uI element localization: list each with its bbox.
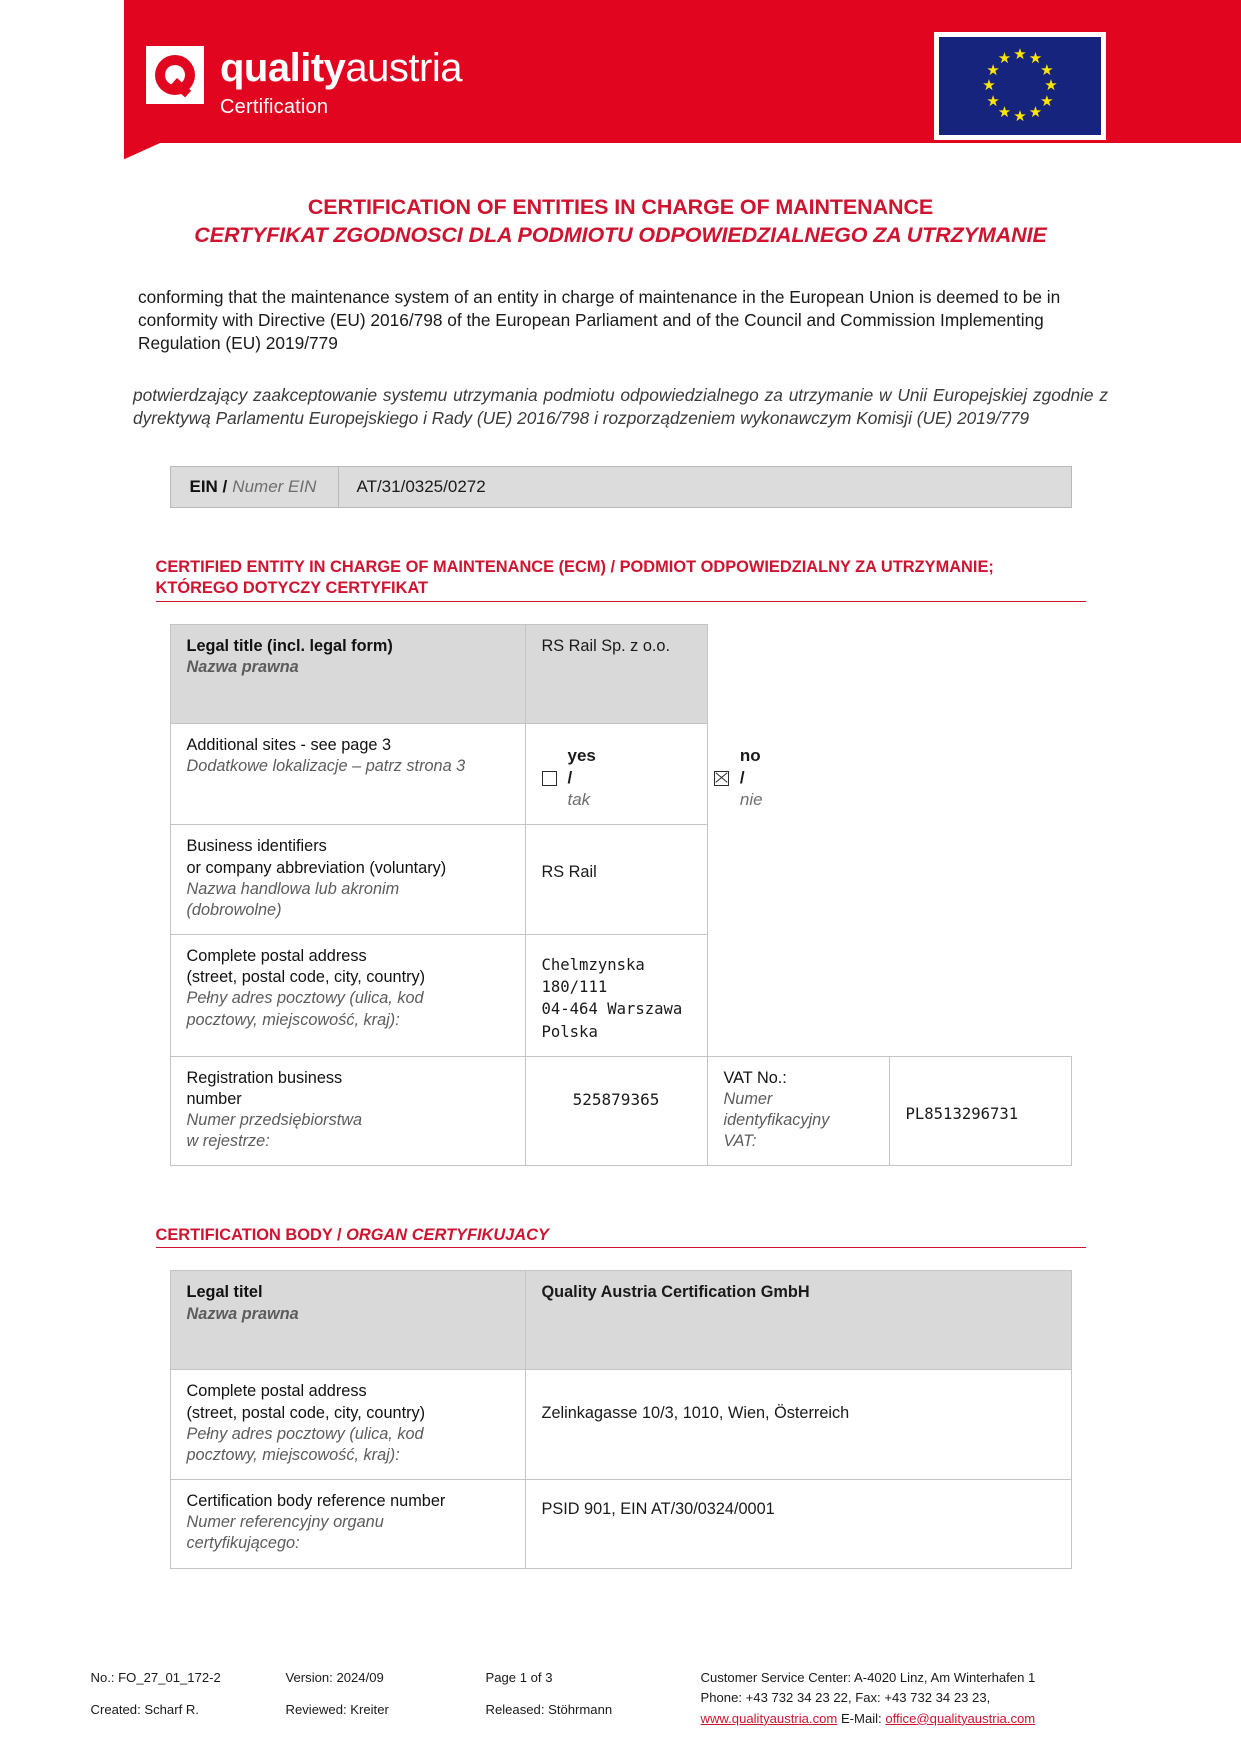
legal-title-label-english: Legal title (incl. legal form) [186, 637, 393, 656]
postal-address-label-polish-1: Pełny adres pocztowy (ulica, kod [186, 989, 424, 1008]
intro-paragraph-polish: potwierdzający zaakceptowanie systemu utrzymania podmiotu odpowiedzialnego za utrzymanie w Unii Europejskiej zgodnie z dyrektywą Parlamentu Europejskiego i Rady (UE) 2016/798 i rozporządzeniem wykonawczym Komisji (UE) 2019/779 [133, 385, 1108, 429]
ein-value: AT/31/0325/0272 [356, 477, 486, 497]
footer-column-document [91, 1668, 286, 1729]
eu-star-icon: ★ [997, 103, 1012, 121]
footer-version: Version: 2024/09 [285, 1670, 384, 1686]
footer-doc-no: No.: FO_27_01_172-2 [90, 1670, 221, 1686]
checkbox-no[interactable] [714, 771, 729, 786]
cb-postal-address-label-english-2: (street, postal code, city, country) [186, 1403, 426, 1422]
logo-subtitle: Certification [220, 96, 329, 118]
ein-label-english: EIN / [189, 477, 228, 497]
header-left-white-margin [0, 0, 124, 172]
eu-star-icon: ★ [1044, 77, 1058, 94]
eu-star-icon: ★ [1040, 61, 1054, 79]
postal-address-value-line1: Chelmzynska 180/111 [541, 956, 645, 997]
logo-brand-light: austria [345, 46, 462, 90]
postal-address-label-cell [170, 935, 525, 1057]
certification-body-heading-english: CERTIFICATION BODY / [155, 1226, 347, 1245]
cb-reference-value: PSID 901, EIN AT/30/0324/0001 [541, 1500, 775, 1519]
ein-label [171, 467, 339, 507]
checkbox-no-label-polish: nie [739, 790, 763, 810]
legal-title-label-polish: Nazwa prawna [186, 658, 299, 677]
checkbox-yes-label [568, 745, 596, 811]
intro-paragraph-english: conforming that the maintenance system of an entity in charge of maintenance in the European Union is deemed to be in conformity with Directive (EU) 2016/798 of the European Parliament and of the Council and Commission Implementing Regulation (EU) 2019/779 [138, 287, 1061, 353]
cb-reference-label-polish-2: certyfikującego: [186, 1534, 300, 1553]
footer-page-number: Page 1 of 3 [485, 1670, 553, 1686]
postal-address-value-line3: Polska [541, 1022, 598, 1041]
cb-legal-title-value: Quality Austria Certification GmbH [541, 1283, 810, 1302]
footer-email-label: E-Mail: [837, 1710, 886, 1726]
quality-austria-q-logo-icon [146, 46, 204, 104]
cb-postal-address-value: Zelinkagasse 10/3, 1010, Wien, Österreich [541, 1404, 850, 1423]
cb-postal-address-value-cell [525, 1370, 1071, 1480]
postal-address-value-line2: 04-464 Warszawa [541, 1000, 683, 1019]
postal-address-label-english-1: Complete postal address [186, 947, 367, 966]
footer-contact-address: Customer Service Center: A-4020 Linz, Am Winterhafen 1 [700, 1670, 1036, 1686]
footer-contact-links [701, 1709, 1151, 1729]
legal-title-value: RS Rail Sp. z o.o. [541, 637, 670, 656]
logo-brand-bold: quality [220, 46, 346, 90]
eu-star-icon: ★ [997, 50, 1012, 68]
cb-legal-title-label-english: Legal titel [186, 1283, 263, 1302]
footer-column-contact [701, 1668, 1151, 1729]
footer-created-by: Created: Scharf R. [90, 1702, 199, 1718]
registration-label-polish-2: w rejestrze: [186, 1132, 270, 1151]
table-row-cb-postal-address [170, 1370, 1071, 1480]
postal-address-label-polish-2: pocztowy, miejscowość, kraj): [186, 1010, 400, 1029]
vat-label-english: VAT No.: [723, 1068, 787, 1087]
postal-address-label-english-2: (street, postal code, city, country) [186, 968, 426, 987]
business-identifiers-value: RS Rail [541, 863, 597, 882]
registration-number-value: 525879365 [572, 1089, 660, 1109]
eu-star-icon: ★ [1013, 108, 1027, 125]
registration-value-cell [525, 1056, 707, 1166]
registration-label-cell [170, 1056, 525, 1166]
cb-postal-address-label-cell [170, 1370, 525, 1480]
ecm-section-heading [156, 557, 1086, 602]
registration-label-english-2: number [186, 1089, 242, 1108]
registration-label-polish-1: Numer przedsiębiorstwa [186, 1111, 363, 1130]
page-title-english: CERTIFICATION OF ENTITIES IN CHARGE OF MAINTENANCE [307, 195, 934, 219]
eu-star-icon: ★ [1028, 103, 1043, 121]
page-header [0, 0, 1241, 172]
eu-star-icon: ★ [986, 92, 1000, 110]
document-title [0, 195, 1241, 248]
cb-reference-label-cell [170, 1480, 525, 1569]
footer-column-version [286, 1668, 486, 1729]
business-identifiers-value-cell [525, 825, 707, 935]
checkbox-yes-label-polish: tak [567, 790, 591, 810]
cb-reference-value-cell [525, 1480, 1071, 1569]
additional-sites-label-english: Additional sites - see page 3 [186, 736, 392, 755]
vat-number-value: PL8513296731 [905, 1104, 1019, 1123]
cb-legal-title-label-cell [170, 1271, 525, 1370]
cb-reference-label-english: Certification body reference number [186, 1492, 446, 1511]
legal-title-label-cell [170, 625, 525, 724]
footer-released-by: Released: Stöhrmann [485, 1702, 613, 1718]
ecm-section-heading-line1: CERTIFIED ENTITY IN CHARGE OF MAINTENANCE (ECM) / PODMIOT ODPOWIEDZIALNY ZA UTRZYMANIE; [155, 558, 994, 577]
footer-contact-phone: Phone: +43 732 34 23 22, Fax: +43 732 34 23 23, [700, 1690, 991, 1706]
checkbox-yes[interactable] [542, 771, 557, 786]
footer-reviewed-by: Reviewed: Kreiter [285, 1702, 389, 1718]
vat-label-polish-2: VAT: [723, 1132, 757, 1151]
legal-title-value-cell [525, 625, 707, 724]
table-row-additional-sites [170, 724, 1071, 825]
cb-legal-title-label-polish: Nazwa prawna [186, 1304, 299, 1323]
registration-label-english-1: Registration business [186, 1068, 343, 1087]
ecm-section-heading-line2: KTÓREGO DOTYCZY CERTYFIKAT [155, 579, 429, 598]
additional-sites-label-cell [170, 724, 525, 825]
cb-postal-address-label-english-1: Complete postal address [186, 1382, 367, 1401]
page-footer [0, 1668, 1241, 1729]
additional-sites-value-cell [525, 724, 763, 825]
quality-austria-logo [146, 46, 462, 117]
certification-body-section-heading [156, 1226, 1086, 1248]
certification-body-table [170, 1270, 1072, 1568]
footer-column-page [486, 1668, 701, 1729]
cb-postal-address-label-polish-2: pocztowy, miejscowość, kraj): [186, 1445, 400, 1464]
cb-postal-address-label-polish-1: Pełny adres pocztowy (ulica, kod [186, 1424, 424, 1443]
eu-star-icon: ★ [1013, 46, 1027, 63]
vat-label-polish-1: Numer identyfikacyjny [723, 1089, 830, 1130]
business-identifiers-label-cell [170, 825, 525, 935]
footer-website-link[interactable]: www.qualityaustria.com [700, 1710, 838, 1726]
cb-reference-label-polish-1: Numer referencyjny organu [186, 1513, 384, 1532]
page-title-polish: CERTYFIKAT ZGODNOSCI DLA PODMIOTU ODPOWIEDZIALNEGO ZA UTRZYMANIE [194, 223, 1047, 247]
european-union-flag-icon [934, 32, 1106, 140]
eu-star-icon: ★ [1028, 50, 1043, 68]
checkbox-no-label [740, 745, 763, 811]
ecm-details-table [170, 624, 1072, 1166]
vat-value-cell [889, 1056, 1071, 1166]
table-row-cb-reference-number [170, 1480, 1071, 1569]
table-row-postal-address [170, 935, 1071, 1057]
additional-sites-label-polish: Dodatkowe lokalizacje – patrz strona 3 [186, 757, 466, 776]
eu-star-icon: ★ [986, 61, 1000, 79]
business-identifiers-label-english-1: Business identifiers [186, 837, 327, 856]
certificate-body [0, 195, 1241, 1569]
vat-label-cell [707, 1056, 889, 1166]
table-row-registration-vat [170, 1056, 1071, 1166]
postal-address-value-cell [525, 935, 707, 1057]
checkbox-yes-label-english: yes / [567, 746, 596, 788]
eu-star-icon: ★ [1040, 92, 1054, 110]
table-row-business-identifiers [170, 825, 1071, 935]
business-identifiers-label-polish-1: Nazwa handlowa lub akronim [186, 879, 400, 898]
ein-label-polish: Numer EIN [232, 477, 317, 497]
business-identifiers-label-english-2: or company abbreviation (voluntary) [186, 858, 447, 877]
footer-email-link[interactable]: office@qualityaustria.com [885, 1710, 1036, 1726]
ein-field-row [170, 466, 1072, 508]
logo-wordmark [220, 48, 462, 88]
certification-body-heading-polish: ORGAN CERTYFIKUJACY [346, 1226, 549, 1245]
table-row-cb-legal-title [170, 1271, 1071, 1370]
business-identifiers-label-polish-2: (dobrowolne) [186, 900, 282, 919]
checkbox-no-label-english: no / [739, 746, 761, 788]
eu-star-icon: ★ [982, 77, 996, 94]
cb-legal-title-value-cell [525, 1271, 1071, 1370]
table-row-legal-title [170, 625, 1071, 724]
